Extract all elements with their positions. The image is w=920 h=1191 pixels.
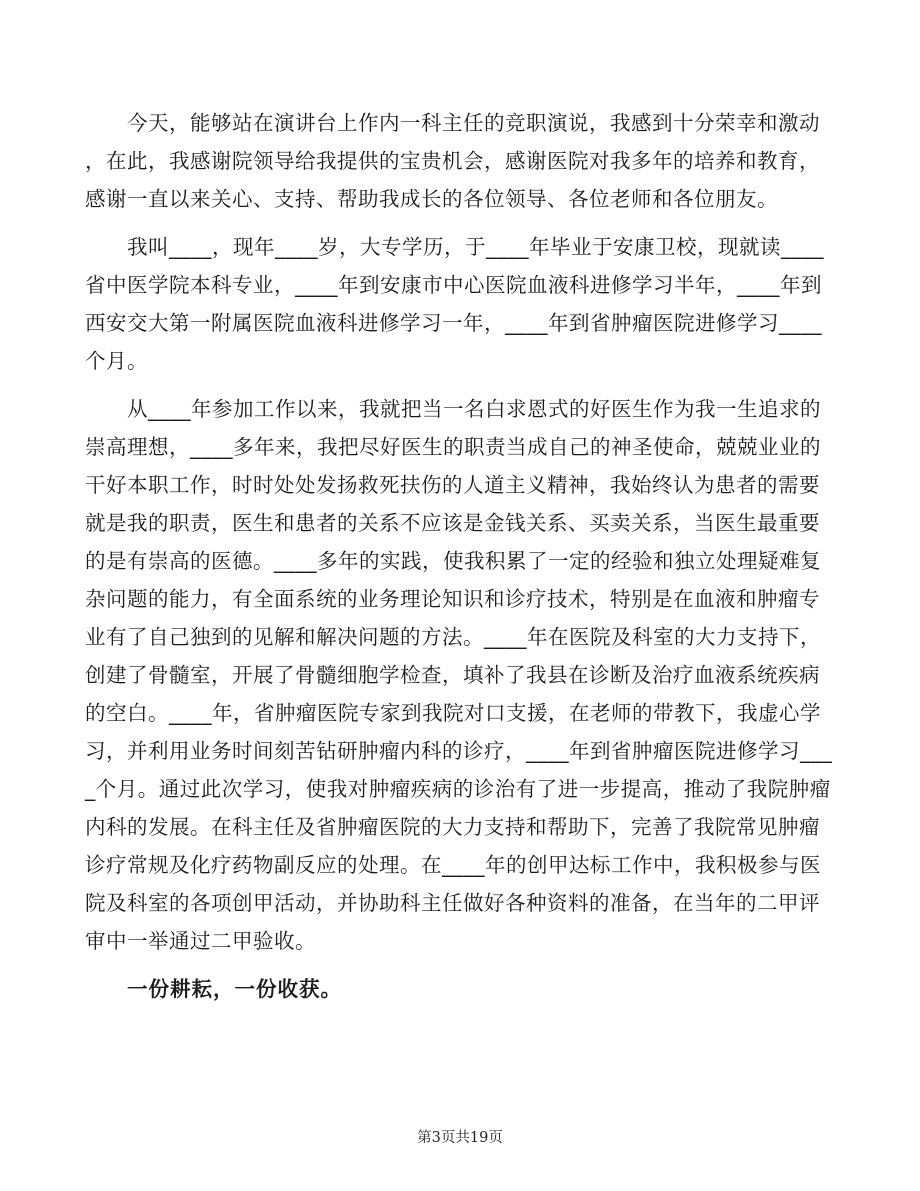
text-line: 今天，能够站在演讲台上作内一科主任的竞职演说，我感到十分荣幸和激动 [127,111,820,135]
text-line: _个月。通过此次学习，使我对肿瘤疾病的诊治有了进一步提高，推动了我院肿瘤 [85,777,831,801]
text-line: 内科的发展。在科主任及省肿瘤医院的大力支持和帮助下，完善了我院常见肿瘤 [85,815,820,839]
text-line: 省中医学院本科专业，____年到安康市中心医院血液科进修学习半年，____年到 [85,273,822,297]
paragraph-heading [85,970,830,1008]
text-line: 习，并利用业务时间刻苦钻研肿瘤内科的诊疗，____年到省肿瘤医院进修学习___ [85,739,833,763]
text-line: 从____年参加工作以来，我就把当一名白求恩式的好医生作为我一生追求的 [127,397,821,421]
paragraph-background [85,228,830,380]
text-line: 就是我的职责，医生和患者的关系不应该是金钱关系、买卖关系，当医生最重要 [85,511,820,535]
text-line: 创建了骨髓室，开展了骨髓细胞学检查，填补了我县在诊断及治疗血液系统疾病 [85,663,820,687]
text-line: 的是有崇高的医德。____多年的实践，使我积累了一定的经验和独立处理疑难复 [85,549,821,573]
document-body [85,104,833,1018]
text-line: 的空白。____年，省肿瘤医院专家到我院对口支援，在老师的带教下，我虚心学 [85,701,821,725]
section-heading: 一份耕耘，一份收获。 [127,977,342,1001]
paragraph-experience [85,390,833,960]
text-line: 杂问题的能力，有全面系统的业务理论知识和诊疗技术，特别是在血液和肿瘤专 [85,587,820,611]
text-line: 感谢一直以来关心、支持、帮助我成长的各位领导、各位老师和各位朋友。 [85,187,778,211]
text-line: 院及科室的各项创甲活动，并协助科主任做好各种资料的准备，在当年的二甲评 [85,891,820,915]
text-line: 审中一举通过二甲验收。 [85,929,316,953]
text-line: 诊疗常规及化疗药物副反应的处理。在____年的创甲达标工作中，我积极参与医 [85,853,821,877]
text-line: 崇高理想，____多年来，我把尽好医生的职责当成自己的神圣使命，兢兢业业的 [85,435,821,459]
text-line: 西安交大第一附属医院血液科进修学习一年，____年到省肿瘤医院进修学习____ [85,311,822,335]
text-line: 业有了自己独到的见解和解决问题的方法。____年在医院及科室的大力支持下， [85,625,821,649]
page-number-footer: 第3页共19页 [417,1130,503,1146]
text-line: 个月。 [85,349,148,373]
text-line: 干好本职工作，时时处处发扬救死扶伤的人道主义精神，我始终认为患者的需要 [85,473,820,497]
paragraph-intro [85,104,830,218]
text-line: 我叫____，现年____岁，大专学历，于____年毕业于安康卫校，现就读____ [127,235,824,259]
text-line: ，在此，我感谢院领导给我提供的宝贵机会，感谢医院对我多年的培养和教育， [85,149,820,173]
